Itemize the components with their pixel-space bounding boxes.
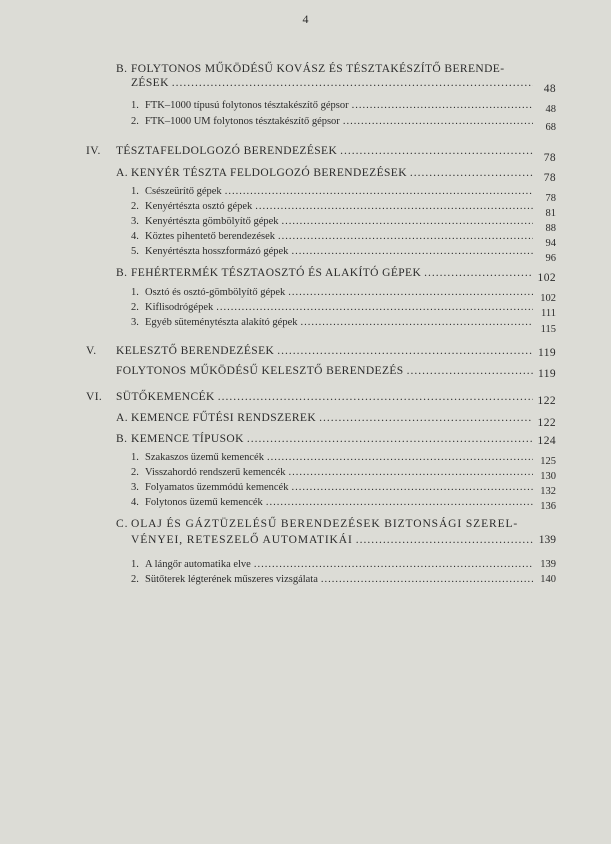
toc-item: 3. Egyéb süteménytészta alakító gépek ..... 115 <box>86 317 556 328</box>
toc-section-iv-a: A. KENYÉR TÉSZTA FELDOLGOZÓ BERENDEZÉSEK ..... 78 <box>86 167 556 179</box>
toc-item: 3. Kenyértészta gömbölyítő gépek ..... 88 <box>86 216 556 227</box>
toc-item: 5. Kenyértészta hosszformázó gépek ..... 96 <box>86 246 556 257</box>
toc-item: 1. Csészeürítő gépek ..... 78 <box>86 186 556 197</box>
toc-section-b-kovasz <box>86 63 556 95</box>
toc-item: 2. Visszahordó rendszerű kemencék ..... 130 <box>86 467 556 478</box>
toc-item: 2. Sütőterek légterének műszeres vizsgálata ..... 140 <box>86 574 556 585</box>
toc-chapter-iv: IV. TÉSZTAFELDOLGOZÓ BERENDEZÉSEK ..... 78 <box>86 145 556 157</box>
page-ref: 48 <box>543 83 556 95</box>
toc-item: 2. FTK–1000 UM folytonos tésztakészítő gépsor ..... 68 <box>86 116 556 127</box>
toc-item: 3. Folyamatos üzemmódú kemencék ..... 132 <box>86 482 556 493</box>
section-title-cont: ZÉSEK <box>131 77 169 89</box>
leader-dots <box>172 77 533 89</box>
toc-item: 4. Folytonos üzemű kemencék ..... 136 <box>86 497 556 508</box>
toc-chapter-v: V. KELESZTŐ BERENDEZÉSEK ..... 119 <box>86 345 556 357</box>
toc-section-iv-b: B. FEHÉRTERMÉK TÉSZTAOSZTÓ ÉS ALAKÍTÓ GÉPEK ..... 102 <box>86 267 556 279</box>
toc-item: 2. Kiflisodrógépek ..... 111 <box>86 302 556 313</box>
toc-section-vi-c: C. OLAJ ÉS GÁZTÜZELÉSŰ BERENDEZÉSEK BIZTONSÁGI SZEREL- VÉNYEI, RETESZELŐ AUTOMATIKÁI ..... 139 <box>86 518 556 546</box>
toc-section-vi-a: A. KEMENCE FŰTÉSI RENDSZEREK ..... 122 <box>86 412 556 424</box>
toc-item: 1. FTK–1000 típusú folytonos tésztakészítő gépsor ..... 48 <box>86 100 556 111</box>
toc-chapter-vi: VI. SÜTŐKEMENCÉK ..... 122 <box>86 391 556 403</box>
toc-item: 2. Kenyértészta osztó gépek ..... 81 <box>86 201 556 212</box>
page-number: 4 <box>302 12 309 26</box>
toc-chapter-v-sub: FOLYTONOS MŰKÖDÉSŰ KELESZTŐ BERENDEZÉS ..... 119 <box>86 365 556 377</box>
toc-item: 1. Szakaszos üzemű kemencék ..... 125 <box>86 452 556 463</box>
toc-item: 1. Osztó és osztó-gömbölyítő gépek ..... 102 <box>86 287 556 298</box>
toc-item: 4. Köztes pihentető berendezések ..... 94 <box>86 231 556 242</box>
toc-section-vi-b: B. KEMENCE TÍPUSOK ..... 124 <box>86 433 556 445</box>
section-title: FOLYTONOS MŰKÖDÉSŰ KOVÁSZ ÉS TÉSZTAKÉSZÍTŐ BERENDE- <box>131 63 505 75</box>
toc-item: 1. A lángőr automatika elve ..... 139 <box>86 559 556 570</box>
section-letter: B. <box>116 63 128 75</box>
